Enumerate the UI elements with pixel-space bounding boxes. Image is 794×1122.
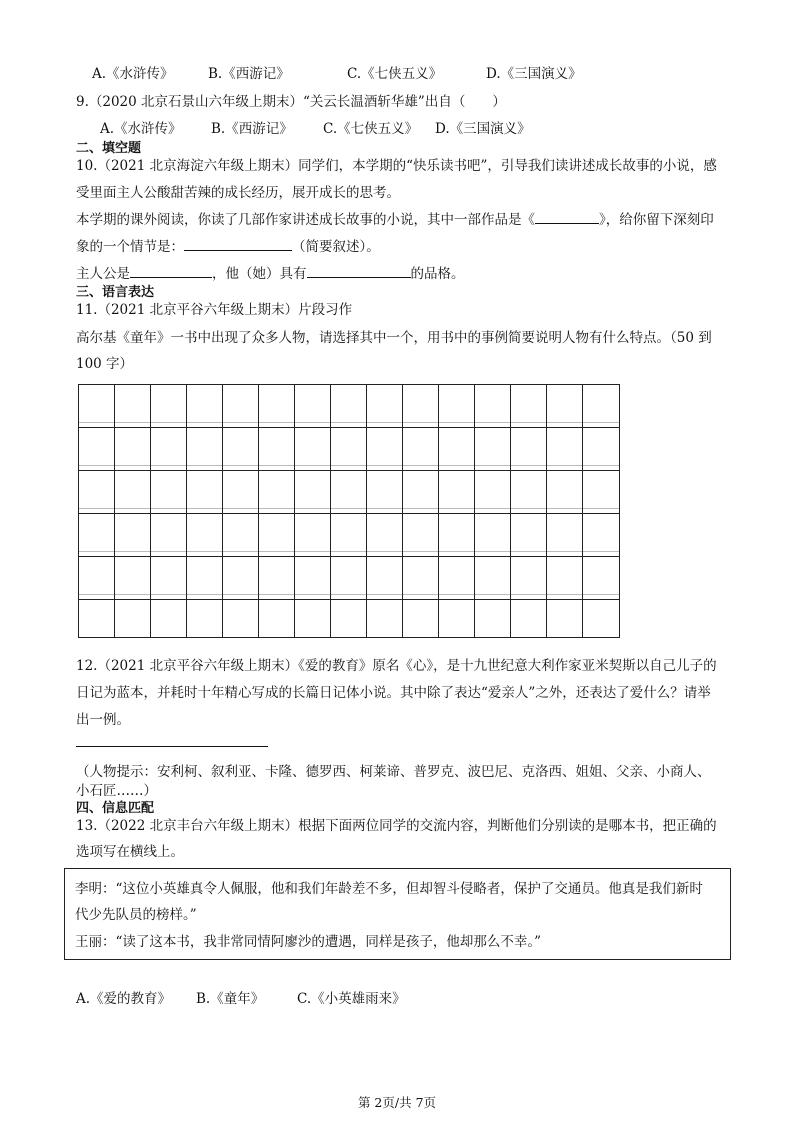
page-number: 第 2页/共 7页 (357, 1095, 437, 1110)
q9-stem: 9.（2020 北京石景山六年级上期末）“关云长温酒斩华雄”出自（ ） (76, 94, 506, 110)
dialogue-wangli: 王丽：“读了这本书，我非常同情阿廖沙的遭遇，同样是孩子，他却那么不幸。” (75, 934, 542, 950)
q11-line2: 高尔基《童年》一书中出现了众多人物，请选择其中一个，用书中的事例简要说明人物有什么特点。（50 到 (76, 330, 712, 346)
q12-hint-line1: （人物提示：安利柯、叙利亚、卡隆、德罗西、柯莱谛、普罗克、波巴尼、克洛西、姐姐、父亲、小商人、 (76, 764, 711, 780)
character-quality-blank[interactable] (307, 264, 411, 278)
q13-option-c: C.《小英雄雨来》 (297, 991, 406, 1007)
q12-line1: 12.（2021 北京平谷六年级上期末）《爱的教育》原名《心》，是十九世纪意大利作家亚米契斯以自己儿子的 (76, 658, 717, 674)
q10-line5-end: 的品格。 (410, 266, 465, 282)
q13-line2: 选项写在横线上。 (76, 844, 184, 860)
q8-option-a: A.《水浒传》 (92, 66, 174, 82)
q12-hint-line2: 小石匠……） (76, 783, 157, 799)
dialogue-box (64, 868, 731, 960)
q13-option-b: B.《童年》 (196, 991, 265, 1007)
q9-option-c: C.《七侠五义》 (323, 121, 419, 137)
q8-option-b: B.《西游记》 (208, 66, 290, 82)
q10-line1: 10.（2021 北京海淀六年级上期末）同学们，本学期的“快乐读书吧”，引导我们读讲述成长故事的小说，感 (76, 158, 717, 174)
q13-option-a: A.《爱的教育》 (76, 991, 172, 1007)
q9-option-d: D.《三国演义》 (435, 121, 531, 137)
q8-option-d: D.《三国演义》 (486, 66, 582, 82)
section-heading-fill-blank: 二、填空题 (76, 141, 142, 156)
q12-line2: 日记为蓝本，并耗时十年精心写成的长篇日记体小说。其中除了表达“爱亲人”之外，还表达了爱什么？请举 (76, 685, 711, 701)
q10-line5 (76, 262, 465, 282)
q12-line3: 出一例。 (76, 712, 130, 728)
q10-line4-end: （简要叙述）。 (292, 239, 380, 255)
writing-grid[interactable] (78, 384, 620, 638)
section-heading-language: 三、语言表达 (76, 285, 155, 300)
q10-line4-start: 象的一个情节是： (76, 239, 184, 255)
q13-line1: 13.（2022 北京丰台六年级上期末）根据下面两位同学的交流内容，判断他们分别读的是哪本书，把正确的 (76, 818, 717, 834)
dialogue-liming-line1: 李明：“这位小英雄真令人佩服，他和我们年龄差不多，但却智斗侵略者，保护了交通员。他真是我们新时 (75, 881, 703, 897)
q10-line2: 受里面主人公酸甜苦辣的成长经历，展开成长的思考。 (76, 185, 400, 201)
q10-line5-start: 主人公是 (76, 266, 130, 282)
q11-line3: 100 字） (76, 356, 134, 372)
q8-option-c: C.《七侠五义》 (347, 66, 443, 82)
q10-line3-end: 》，给你留下深刻印 (599, 212, 714, 228)
q10-line5-mid: ，他（她）具有 (212, 266, 307, 282)
q10-line3-start: 本学期的课外阅读，你读了几部作家讲述成长故事的小说，其中一部作品是《 (76, 212, 535, 228)
section-heading-matching: 四、信息匹配 (76, 801, 155, 816)
q10-line3 (76, 208, 714, 228)
dialogue-liming-line2: 代少先队员的榜样。” (75, 907, 197, 923)
q11-line1: 11.（2021 北京平谷六年级上期末）片段习作 (76, 302, 353, 318)
plot-blank[interactable] (184, 237, 292, 251)
q9-option-b: B.《西游记》 (211, 121, 293, 137)
q10-line4 (76, 235, 380, 255)
book-title-blank[interactable] (535, 210, 599, 224)
protagonist-blank[interactable] (130, 264, 212, 278)
q12-answer-line[interactable] (76, 746, 268, 747)
q9-option-a: A.《水浒传》 (100, 121, 182, 137)
